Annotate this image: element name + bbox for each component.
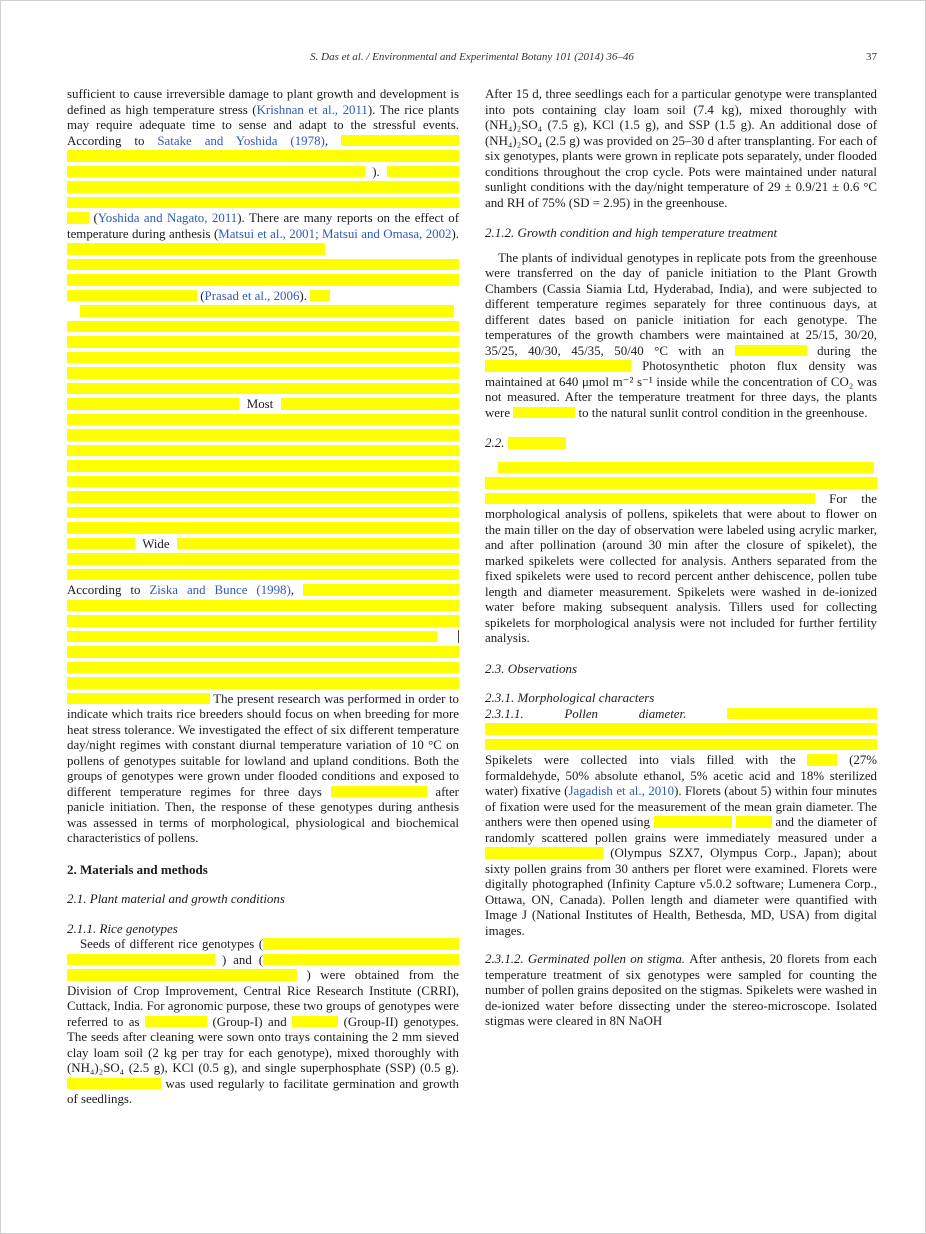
- redacted-highlight: [67, 383, 459, 395]
- redacted-highlight: [67, 507, 459, 519]
- redacted-highlight: [67, 197, 459, 209]
- redacted-highlight: [67, 476, 459, 488]
- redacted-highlight: [508, 437, 566, 449]
- redacted-highlight: [807, 754, 837, 766]
- redacted-highlight: [67, 538, 135, 550]
- subsection-heading: 2.3. Observations: [485, 660, 578, 676]
- redacted-highlight: [177, 538, 459, 550]
- redacted-highlight: [67, 615, 459, 627]
- redacted-highlight: [67, 677, 459, 689]
- redacted-highlight: [67, 600, 459, 612]
- redacted-highlight: [387, 166, 459, 178]
- redacted-highlight: [67, 522, 459, 534]
- column-right: [485, 87, 877, 1030]
- redacted-highlight: [67, 414, 459, 426]
- redacted-highlight: [67, 693, 210, 705]
- redacted-highlight: [341, 135, 459, 147]
- redacted-highlight: [485, 477, 877, 489]
- redacted-highlight: [67, 491, 459, 503]
- text-cursor: [458, 630, 460, 643]
- redacted-highlight: [67, 646, 459, 658]
- redacted-highlight: [145, 1016, 207, 1028]
- paragraph: 2.3.1.1. Pollen diameter. Spikelets were collected into vials filled with the (27% formaldehyde, 50% absolute ethanol, 5% acetic acid and 18% sterilized water) fixative (Jagadish et al., 2010). Florets (about 5) within four minutes of fixation were used for the measurement of the mean grain diameter. The anthers were then opened using and the diameter of randomly scattered pollen grains were immediately measured under a (Olympus SZX7, Olympus Corp., Japan); about sixty pollen grains from 30 anthers per floret were examined. Florets were digitally photographed (Infinity Capture v5.0.2 software; Lumenera Corp., Ottawa, ON, Canada). Pollen length and diameter were quantified with Image J (National Institutes of Health, Bethesda, MD, USA) from digital images.: [485, 706, 877, 938]
- redacted-highlight: [263, 938, 459, 950]
- redacted-highlight: [67, 290, 197, 302]
- redacted-highlight: [67, 243, 325, 255]
- redacted-highlight: [67, 1078, 161, 1090]
- paragraph: Seeds of different rice genotypes ( ) and ( ) were obtained from the Division of Crop Improvement, Central Rice Research Institute (CRRI), Cuttack, India. For agronomic purpose, these two groups of genotypes were referred to as (Group-I) and (Group-II) genotypes. The seeds after cleaning were sown onto trays containing the 2 mm sieved clay loam soil (2 kg per tray for each genotype), mixed thoroughly with (NH₄)₂SO₄ (2.5 g), KCl (0.5 g), and single superphosphate (SSP) (0.5 g). was used regularly to facilitate germination and growth of seedlings.: [67, 937, 459, 1106]
- two-column-body: [67, 87, 877, 1108]
- redacted-highlight: [498, 462, 874, 474]
- page-header: [67, 51, 877, 65]
- citation-link[interactable]: Satake and Yoshida (1978): [157, 133, 325, 148]
- paragraph: 2.3.1.2. Germinated pollen on stigma. After anthesis, 20 florets from each temperature treatment of six genotypes were sampled for counting the number of pollen grains deposited on the stigmas. Spikelets were washed in de-ionized water before dissecting under the stereo-microscope. Isolated stigmas were cleared in 8N NaOH: [485, 952, 877, 1028]
- redacted-highlight: [67, 429, 459, 441]
- citation-link[interactable]: Krishnan et al., 2011: [256, 102, 368, 117]
- redacted-highlight: [654, 816, 732, 828]
- subsection-heading: 2.1. Plant material and growth conditions: [67, 891, 285, 906]
- redacted-highlight: [310, 290, 330, 302]
- redacted-highlight: [67, 352, 459, 364]
- redacted-highlight: [67, 398, 239, 410]
- redacted-highlight: [281, 398, 459, 410]
- paragraph: sufficient to cause irreversible damage to plant growth and development is defined as high temperature stress (Krishnan et al., 2011). The rice plants may require adequate time to sense and adapt to the stressful events. According to Satake and Yoshida (1978), ). (Yoshida and Nagato, 2011). There are many reports on the effect of temperature during anthesis (Matsui et al., 2001; Matsui and Omasa, 2002). (Prasad et al., 2006).: [67, 87, 459, 303]
- redacted-highlight: [263, 954, 459, 966]
- citation-link[interactable]: Ziska and Bunce (1998): [149, 583, 291, 597]
- paragraph: The plants of individual genotypes in replicate pots from the greenhouse were transferred on the day of panicle initiation to the Plant Growth Chambers (Cassia Siamia Ltd, Hyderabad, India), and were subjected to different temperature regimes separately for three continuous days, at different dates based on panicle initiation for each genotype. The temperatures of the growth chambers were maintained at 25/15, 30/20, 35/25, 40/30, 45/35, 50/40 °C with an during the Photosynthetic photon flux density was maintained at 640 μmol m⁻² s⁻¹ inside while the concentration of CO₂ was not measured. After the temperature treatment for three days, the plants were to the natural sunlit control condition in the greenhouse.: [485, 250, 877, 420]
- subsection-heading: 2.1.2. Growth condition and high temperature treatment: [485, 225, 778, 240]
- redacted-highlight: [67, 321, 459, 333]
- redacted-highlight: [67, 954, 215, 966]
- redacted-highlight: [67, 662, 459, 674]
- redacted-highlight: [67, 166, 365, 178]
- paragraph: For the morphological analysis of pollens, spikelets that were about to flower on the main tiller on the day of observation were labeled using acrylic marker, and after pollination (around 30 min after the closure of spikelet), the marked spikelets were collected for analysis. Anthers separated from the fixed spikelets were used to record percent anther dehiscence, pollen tube length and diameter measurement. Spikelets were washed in de-ionized water before making subsequent analysis. Tillers used for collecting spikelets for morphological analysis were not included for further fertility analysis.: [485, 461, 877, 647]
- redacted-highlight: [67, 336, 459, 348]
- redacted-highlight: [736, 816, 772, 828]
- citation-link[interactable]: Jagadish et al., 2010: [568, 784, 675, 798]
- redacted-highlight: [485, 739, 877, 751]
- redacted-highlight: [67, 445, 459, 457]
- section-heading: 2. Materials and methods: [67, 861, 208, 877]
- redacted-highlight: [727, 708, 877, 720]
- redacted-highlight: [67, 150, 459, 162]
- redacted-highlight: [67, 969, 297, 981]
- runin-heading: 2.3.1.1. Pollen diameter.: [485, 706, 727, 721]
- subsection-heading: 2.3.1. Morphological characters: [485, 690, 655, 705]
- redacted-highlight: [80, 305, 454, 317]
- redacted-highlight: [485, 847, 603, 859]
- subsection-heading: 2.2.: [485, 435, 877, 451]
- redacted-highlight: [67, 631, 437, 643]
- redacted-highlight: [485, 360, 631, 372]
- column-left: [67, 87, 459, 1108]
- redacted-highlight: [67, 212, 89, 224]
- redacted-highlight: [485, 493, 815, 505]
- redacted-highlight: [513, 407, 575, 419]
- subsection-heading: 2.1.1. Rice genotypes: [67, 920, 178, 936]
- running-title: S. Das et al. / Environmental and Experimental Botany 101 (2014) 36–46: [310, 51, 634, 63]
- page-number: 37: [866, 51, 877, 63]
- paragraph: Most Wide According to Ziska and Bunce (1998), The present research was performed in order to indicate which traits rice breeders should focus on when breeding for more heat stress tolerance. We investigated the effect of six different temperature day/night regimes with constant diurnal temperature variation of 10 °C on pollens of genotypes suitable for lowland and upland conditions. Both the groups of genotypes were grown under flooded conditions and exposed to different temperature regimes for three days after panicle initiation. Then, the response of these genotypes during anthesis was assessed in terms of morphological, physiological and biochemical characteristics of pollens.: [67, 304, 459, 847]
- paragraph: After 15 d, three seedlings each for a particular genotype were transplanted into pots containing clay loam soil (7.4 kg), mixed thoroughly with (NH₄)₂SO₄ (7.5 g), KCl (1.5 g), and SSP (1.5 g). An additional dose of (NH₄)₂SO₄ (2.5 g) was provided on 25–30 d after transplanting. For each of six genotypes, plants were grown in replicate pots separately, under flooded conditions throughout the crop cycle. Pots were maintained under natural sunlight conditions with the day/night temperature of 29 ± 0.9/21 ± 0.6 °C and RH of 75% (SD = 2.95) in the greenhouse.: [485, 87, 877, 210]
- redacted-highlight: [67, 274, 459, 286]
- citation-link[interactable]: Matsui et al., 2001; Matsui and Omasa, 2002: [218, 226, 452, 241]
- redacted-highlight: [292, 1016, 338, 1028]
- redacted-highlight: [331, 786, 427, 798]
- redacted-highlight: [485, 723, 877, 735]
- redacted-highlight: [735, 345, 807, 357]
- citation-link[interactable]: Yoshida and Nagato, 2011: [97, 211, 238, 225]
- citation-link[interactable]: Prasad et al., 2006: [204, 288, 300, 303]
- redacted-highlight: [67, 569, 459, 581]
- redacted-highlight: [67, 553, 459, 565]
- redacted-highlight: [303, 584, 459, 596]
- redacted-highlight: [67, 181, 459, 193]
- redacted-highlight: [67, 259, 459, 271]
- runin-heading: 2.3.1.2. Germinated pollen on stigma.: [485, 952, 690, 966]
- redacted-highlight: [67, 367, 459, 379]
- redacted-highlight: [67, 460, 459, 472]
